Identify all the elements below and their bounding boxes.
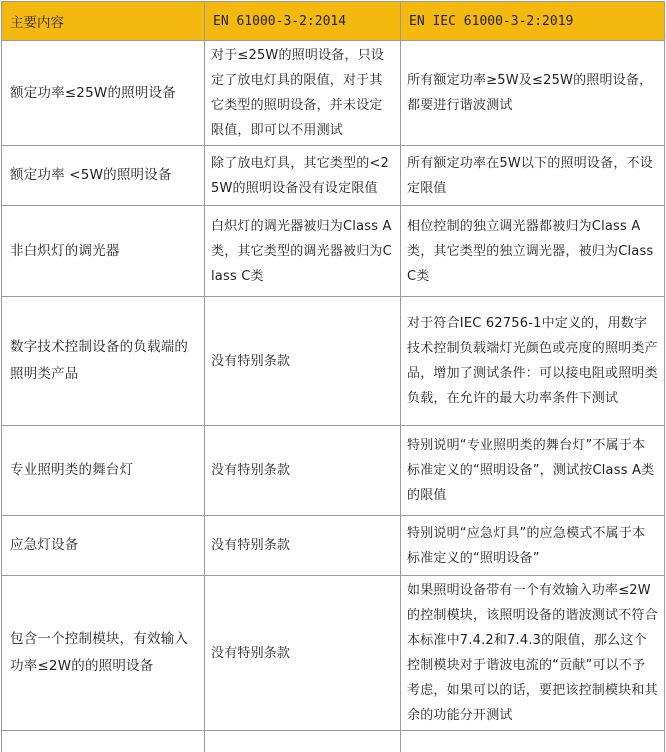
row-2019-cell: 特别说明“应急灯具”的应急模式不属于本标准定义的“照明设备” — [401, 516, 665, 576]
row-2014-cell: 白炽灯的调光器被归为Class A类，其它类型的调光器被归为Class C类 — [205, 206, 401, 297]
row-item-cell: 数字技术控制设备的负载端的照明类产品 — [2, 297, 205, 426]
row-2019-cell: 所有额定功率在5W以下的照明设备，不设定限值 — [401, 146, 665, 206]
row-item-cell: 应急灯设备 — [2, 516, 205, 576]
row-item-cell: 额定功率≤25W的照明设备 — [2, 41, 205, 146]
table-header-row — [2, 2, 665, 41]
row-item-cell: 额定功率 <5W的照明设备 — [2, 146, 205, 206]
row-item-cell — [2, 731, 205, 752]
table-row — [2, 731, 665, 752]
row-2014-cell — [205, 731, 401, 752]
table-row — [2, 426, 665, 516]
table-row — [2, 206, 665, 297]
table-row — [2, 576, 665, 731]
row-2014-cell: 没有特别条款 — [205, 516, 401, 576]
table-row — [2, 297, 665, 426]
row-2019-cell: 特别说明“专业照明类的舞台灯”不属于本标准定义的“照明设备”，测试按Class A类的限值 — [401, 426, 665, 516]
standards-comparison-table — [1, 1, 665, 752]
table-row — [2, 146, 665, 206]
row-2019-cell: 所有额定功率≥5W及≤25W的照明设备，都要进行谐波测试 — [401, 41, 665, 146]
row-item-cell: 专业照明类的舞台灯 — [2, 426, 205, 516]
row-2019-cell: 如果照明设备带有一个有效输入功率≤2W的控制模块，该照明设备的谐波测试不符合本标准中7.4.2和7.4.3的限值，那么这个控制模块对于谐波电流的“贡献”可以不予考虑，如果可以的话，要把该控制模块和其余的功能分开测试 — [401, 576, 665, 731]
row-2014-cell: 没有特别条款 — [205, 297, 401, 426]
table-row — [2, 516, 665, 576]
row-2019-cell: 对于符合IEC 62756-1中定义的，用数字技术控制负载端灯光颜色或亮度的照明类产品，增加了测试条件：可以接电阻或照明类负载，在允许的最大功率条件下测试 — [401, 297, 665, 426]
row-2019-cell — [401, 731, 665, 752]
row-item-cell: 包含一个控制模块，有效输入功率≤2W的的照明设备 — [2, 576, 205, 731]
row-2014-cell: 没有特别条款 — [205, 576, 401, 731]
table-row — [2, 41, 665, 146]
header-standard-2019: EN IEC 61000-3-2:2019 — [401, 2, 665, 41]
row-2014-cell: 对于≤25W的照明设备，只设定了放电灯具的限值，对于其它类型的照明设备，并未设定限值，即可以不用测试 — [205, 41, 401, 146]
header-main-content: 主要内容 — [2, 2, 205, 41]
header-standard-2014: EN 61000-3-2:2014 — [205, 2, 401, 41]
row-2014-cell: 除了放电灯具，其它类型的<25W的照明设备没有设定限值 — [205, 146, 401, 206]
row-2019-cell: 相位控制的独立调光器都被归为Class A类，其它类型的独立调光器，被归为Class C类 — [401, 206, 665, 297]
row-2014-cell: 没有特别条款 — [205, 426, 401, 516]
row-item-cell: 非白炽灯的调光器 — [2, 206, 205, 297]
